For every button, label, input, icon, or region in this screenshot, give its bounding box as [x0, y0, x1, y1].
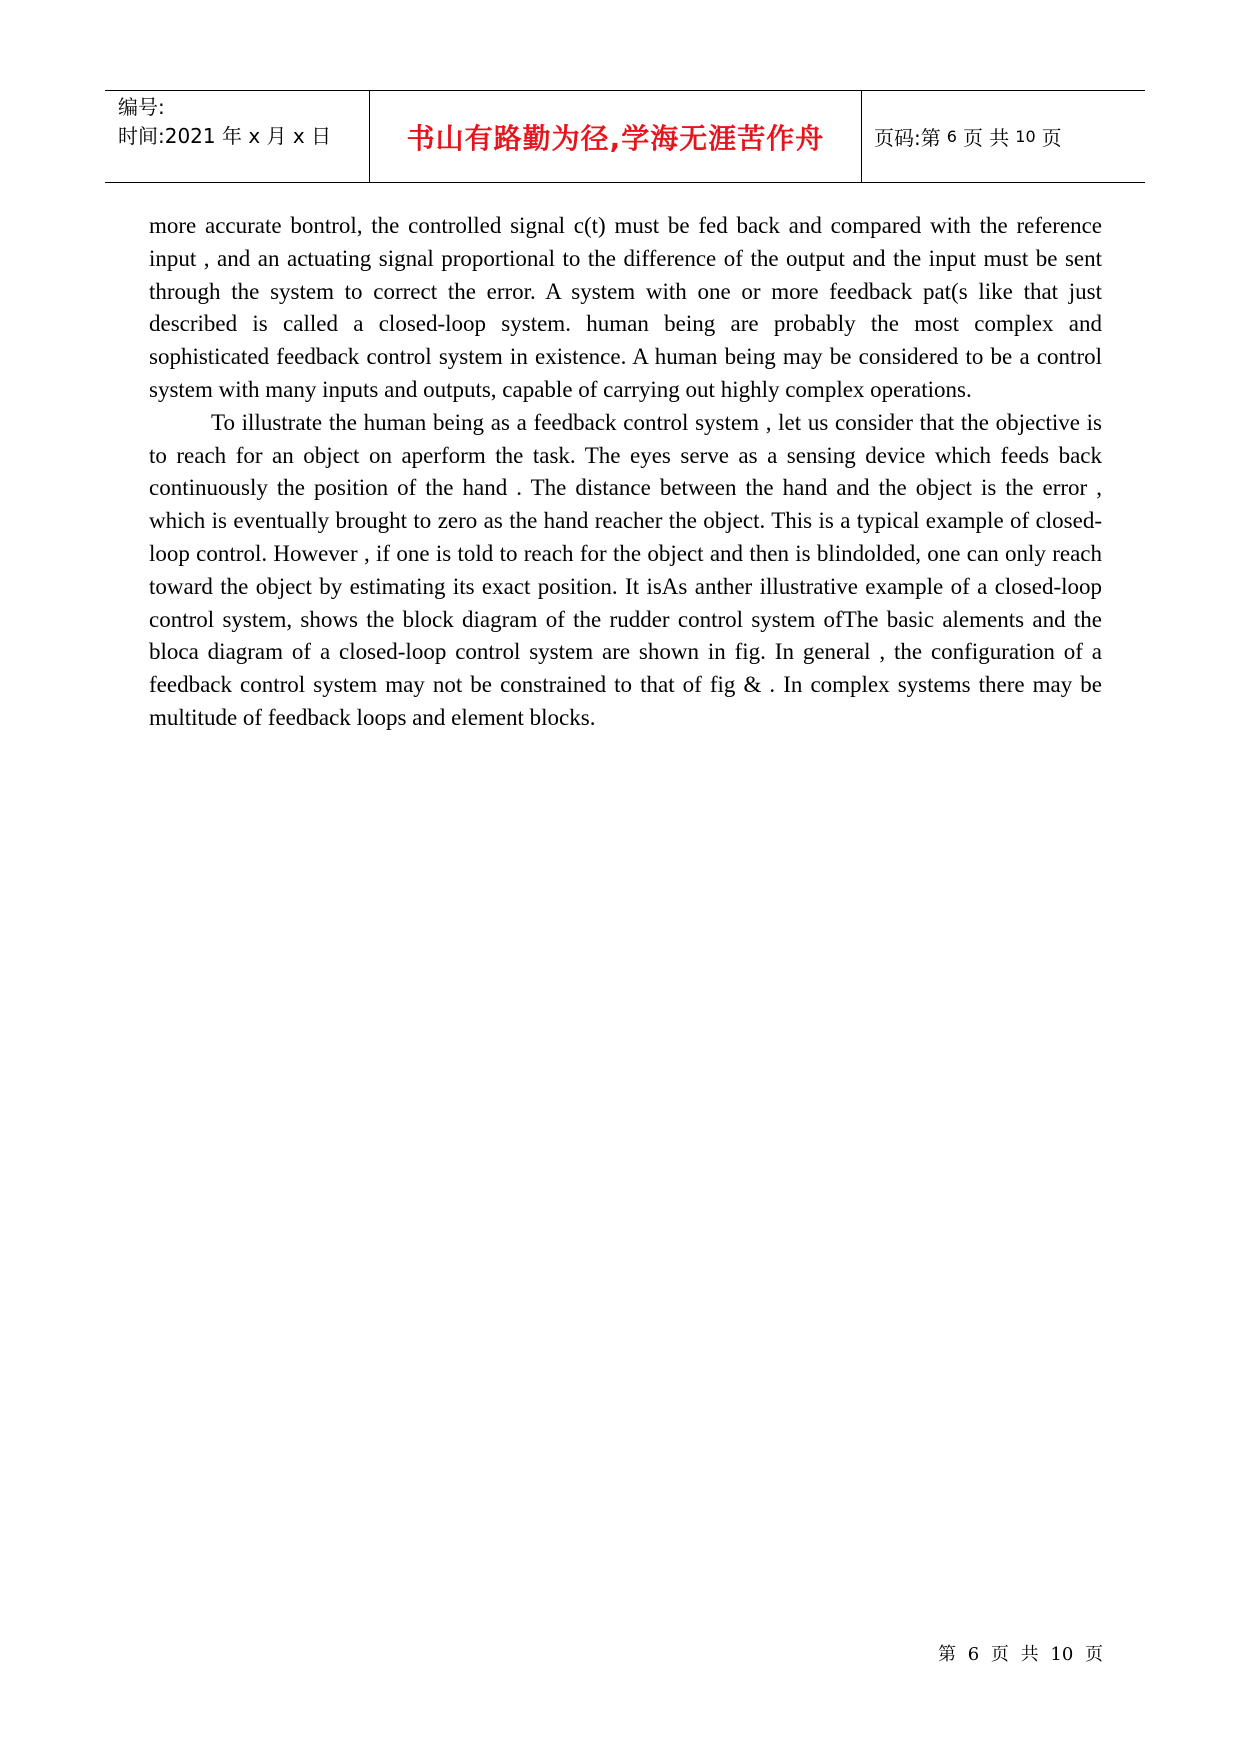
document-number-label: 编号:	[118, 95, 165, 119]
header-page-cell	[862, 91, 1145, 182]
header-motto: 书山有路勤为径,学海无涯苦作舟	[406, 121, 825, 155]
document-time-label: 时间:2021 年 x 月 x 日	[118, 124, 332, 148]
page-footer: 第 6 页 共 10 页	[938, 1644, 1103, 1665]
body-text	[149, 210, 1102, 735]
page-label-mid: 页 共	[962, 126, 1010, 150]
header-table	[105, 90, 1145, 183]
page-label-suffix: 页	[1041, 126, 1062, 150]
header-meta-cell	[105, 91, 370, 182]
page-label-prefix: 页码:第	[874, 126, 941, 150]
header-motto-cell	[370, 91, 862, 182]
page-current: 6	[946, 127, 957, 146]
paragraph-1: more accurate bontrol, the controlled signal c(t) must be fed back and compared with the reference input , and an actuating signal proportional to the difference of the output and the input must be sent through the system to correct the error. A system with one or more feedback pat(s like that just described is called a closed-loop system. human being are probably the most complex and sophisticated feedback control system in existence. A human being may be considered to be a control system with many inputs and outputs, capable of carrying out highly complex operations.	[149, 213, 1102, 402]
paragraph-2: To illustrate the human being as a feedback control system , let us consider that the objective is to reach for an object on aperform the task. The eyes serve as a sensing device which feeds back continuously the position of the hand . The distance between the hand and the object is the error , which is eventually brought to zero as the hand reacher the object. This is a typical example of closed-loop control. However , if one is told to reach for the object and then is blindolded, one can only reach toward the object by estimating its exact position. It isAs anther illustrative example of a closed-loop control system, shows the block diagram of the rudder control system ofThe basic alements and the bloca diagram of a closed-loop control system are shown in fig. In general , the configuration of a feedback control system may not be constrained to that of fig & . In complex systems there may be multitude of feedback loops and element blocks.	[149, 409, 1102, 730]
page-total: 10	[1015, 127, 1036, 146]
